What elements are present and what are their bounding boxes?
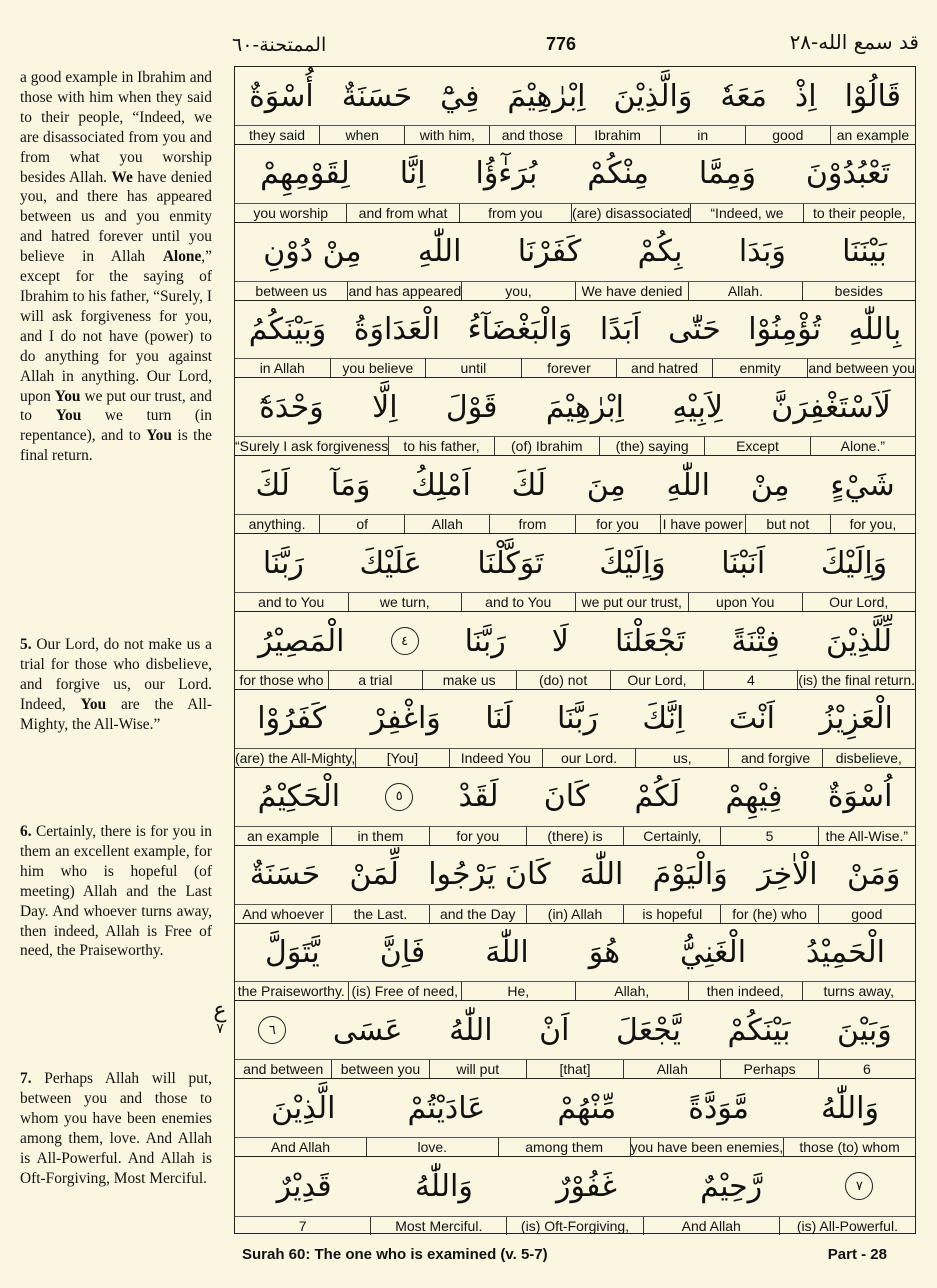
arabic-word: رَّحِيْمٌ [700, 1168, 763, 1204]
arabic-word: لَقَدْ [458, 779, 499, 815]
translation-line [235, 670, 915, 689]
footer-surah: Surah 60: The one who is examined (v. 5-7) [242, 1246, 548, 1263]
translation-paragraph-4: a good example in Ibrahim and those with him when they said to their people, “Indeed, we are disassociated from you and from what you worship besides Allah. We have denied you, and there has appeared between us and you enmity and hatred forever until you believe in Allah Alone,” except for the saying of Ibrahim to his father, “Surely, I will ask forgiveness for you, and I do not have (power) to do anything for you against Allah in anything. Our Lord, upon You we put our trust, and to You we turn (in repentance), and to You is the final return. [20, 69, 212, 465]
arabic-word: اَنْ [539, 1012, 570, 1048]
word-translation: from you [459, 204, 571, 222]
grid-row [235, 1157, 915, 1235]
word-translation: 4 [703, 671, 797, 689]
word-translation: in them [331, 827, 428, 845]
word-translation: those (to) whom [783, 1138, 915, 1156]
arabic-word: تَجْعَلْنَا [614, 623, 686, 659]
arabic-word: قَدِيْرٌ [276, 1168, 332, 1204]
arabic-line [235, 534, 915, 592]
word-translation: anything. [248, 516, 306, 533]
word-translation: a trial [328, 671, 422, 689]
arabic-word: الَّذِيْنَ [271, 1090, 336, 1126]
word-translation: (in) Allah [526, 905, 623, 923]
arabic-word: اَنْتَ [728, 701, 775, 737]
arabic-word: حَسَنَةٌ [249, 857, 321, 893]
arabic-word: الْعَدَاوَةُ [353, 312, 441, 348]
arabic-word: غَفُوْرٌ [556, 1168, 617, 1204]
word-translation: the Praiseworthy. [237, 983, 345, 1000]
word-translation: (of) Ibrahim [494, 437, 599, 455]
arabic-word: لَا [551, 623, 569, 659]
arabic-word: وَاِلَيْكَ [820, 545, 888, 581]
arabic-word: بِكُمْ [637, 234, 683, 270]
word-translation: the All-Wise.” [818, 827, 915, 845]
arabic-line [235, 145, 915, 203]
word-translation: for you, [830, 515, 915, 533]
translation-line [235, 514, 915, 533]
arabic-word: اللّٰهِ [666, 467, 710, 503]
word-translation: will put [429, 1060, 526, 1078]
arabic-line [235, 456, 915, 514]
arabic-word: أُسْوَةٌ [249, 78, 314, 114]
word-translation: 5 [720, 827, 817, 845]
word-translation: (there) is [526, 827, 623, 845]
arabic-word: هُوَ [588, 935, 621, 971]
arabic-word: اَمْلِكُ [411, 467, 471, 503]
arabic-word: قَوْلَ [445, 389, 498, 425]
arabic-word: اِذْ [794, 78, 817, 114]
word-translation: and from what [346, 204, 458, 222]
arabic-word: الْعَزِيْزُ [819, 701, 893, 737]
arabic-word: عَلَيْكَ [359, 545, 422, 581]
arabic-word: اَنَبْنَا [721, 545, 766, 581]
arabic-word: لَكَ [255, 467, 290, 503]
grid-row [235, 690, 915, 768]
arabic-word: كَانَ [543, 779, 590, 815]
word-translation: an example [246, 827, 320, 844]
word-translation: (is) Free of need, [348, 982, 462, 1000]
arabic-word: اِنَّكَ [642, 701, 685, 737]
arabic-word: وَبَيْنَ [837, 1012, 892, 1048]
word-translation: and has appeared [348, 282, 462, 299]
arabic-word: يَّتَوَلَّ [265, 935, 320, 971]
arabic-word: اللّٰهُ [449, 1012, 493, 1048]
word-translation: forever [521, 359, 617, 377]
verse-number-marker: ٤ [391, 627, 419, 655]
word-translation: and the Day [429, 905, 526, 923]
word-translation: for you [575, 515, 660, 533]
translation-line [235, 358, 915, 377]
juz-header: قد سمع الله-٢٨ [789, 30, 919, 54]
arabic-word: الْمَصِيْرُ [258, 623, 345, 659]
translation-line [235, 748, 915, 767]
grid-row [235, 1079, 915, 1157]
arabic-word: الْحَمِيْدُ [806, 935, 886, 971]
word-translation: (is) All-Powerful. [779, 1217, 915, 1235]
arabic-word: وَاللّٰهُ [414, 1168, 473, 1204]
word-translation: (is) the final return. [798, 671, 915, 688]
word-translation: turns away, [802, 982, 916, 1000]
arabic-word: وَمَآ [330, 467, 371, 503]
word-translation: Indeed You [449, 749, 542, 767]
arabic-word: اللّٰهَ [485, 935, 529, 971]
word-translation: for those who [239, 671, 324, 688]
word-translation: And Allah [643, 1217, 779, 1235]
word-translation: and between [243, 1061, 324, 1078]
word-translation: 6 [818, 1060, 915, 1078]
arabic-word: لَكَ [511, 467, 546, 503]
word-translation: 7 [298, 1217, 307, 1234]
arabic-word: فَاِنَّ [379, 935, 426, 971]
arabic-word: رَبَّنَا [262, 545, 304, 581]
grid-row [235, 846, 915, 924]
word-translation: and to You [258, 594, 325, 611]
arabic-word: وَالَّذِيْنَ [613, 78, 693, 114]
arabic-word: اِنَّا [399, 156, 426, 192]
verse-number-marker: ٦ [258, 1016, 286, 1044]
arabic-line [235, 67, 915, 125]
arabic-word: لَنَا [485, 701, 513, 737]
arabic-line [235, 1079, 915, 1137]
word-translation: the Last. [331, 905, 428, 923]
translation-line [235, 981, 915, 1000]
arabic-word: مِّنْهُمْ [557, 1090, 617, 1126]
grid-row [235, 378, 915, 456]
word-translation: an example [830, 126, 915, 144]
arabic-word: فِيْٓ [440, 78, 480, 114]
word-translation: love. [366, 1138, 498, 1156]
arabic-word: بَيْنَكُمْ [727, 1012, 791, 1048]
arabic-word: مَعَهٗ [720, 78, 767, 114]
arabic-word: تُؤْمِنُوْا [748, 312, 822, 348]
word-translation: (is) Oft-Forgiving, [506, 1217, 642, 1235]
word-translation: (are) the All-Mighty, [234, 749, 356, 766]
arabic-word: حَسَنَةٌ [341, 78, 413, 114]
word-translation: between you [331, 1060, 428, 1078]
arabic-word: شَيْءٍ [830, 467, 895, 503]
arabic-word: وَالْبَغْضَآءُ [467, 312, 573, 348]
word-translation: make us [422, 671, 516, 689]
translation-paragraph-5: 5. Our Lord, do not make us a trial for those who disbelieve, and forgive us, our Lord. Indeed, You are the All-Mighty, the All-Wise.” [20, 636, 212, 733]
word-translation: besides [802, 282, 915, 300]
arabic-line [235, 846, 915, 904]
ruku-marker: ع ٧ [213, 998, 227, 1037]
word-translation: you have been enemies, [630, 1139, 784, 1156]
arabic-word: اللّٰهَ [579, 857, 624, 893]
word-translation: Our Lord, [610, 671, 704, 689]
word-translation: “Surely I ask forgiveness [234, 438, 389, 455]
arabic-line [235, 768, 915, 826]
word-translation: between us [255, 282, 328, 299]
word-translation: And Allah [270, 1139, 331, 1156]
arabic-word: يَّجْعَلَ [616, 1012, 681, 1048]
word-translation: Perhaps [720, 1060, 817, 1078]
translation-line [235, 1216, 915, 1235]
translation-line [235, 125, 915, 144]
arabic-word: اللّٰهِ [417, 234, 462, 270]
arabic-word: بَيْنَنَا [842, 234, 887, 270]
word-translation: you, [461, 282, 574, 300]
translation-paragraph-7: 7. Perhaps Allah will put, between you and those to whom you have been enemies among them, love. And Allah is All-Powerful. And Allah is Oft-Forgiving, Most Merciful. [20, 1070, 212, 1187]
word-translation: Alone.” [810, 437, 915, 455]
arabic-word: مِنْ [750, 467, 790, 503]
arabic-word: كَفَرُوْا [257, 701, 327, 737]
arabic-word: مَّوَدَّةً [688, 1090, 749, 1126]
arabic-word: قَالُوْا [844, 78, 902, 114]
word-translation: and those [489, 126, 574, 144]
arabic-word: وَحْدَهٗٓ [259, 389, 324, 425]
arabic-word: عَسَى [332, 1012, 403, 1048]
arabic-word: اِلَّا [372, 389, 398, 425]
grid-row [235, 456, 915, 534]
word-translation: we turn, [348, 593, 462, 611]
word-translation: (are) disassociated [572, 204, 691, 221]
arabic-word: اِبْرٰهِيْمَ [545, 389, 624, 425]
arabic-line [235, 223, 915, 281]
arabic-word: تَعْبُدُوْنَ [805, 156, 891, 192]
grid-row [235, 534, 915, 612]
word-translation: And whoever [242, 905, 325, 922]
word-translation: good [745, 126, 830, 144]
word-translation: [that] [526, 1060, 623, 1078]
arabic-word: وَاِلَيْكَ [599, 545, 666, 581]
arabic-word: وَمَنْ [846, 857, 901, 893]
word-translation: Allah, [575, 982, 689, 1000]
arabic-word: لَكُمْ [634, 779, 681, 815]
arabic-line [235, 1157, 915, 1215]
arabic-word: الْحَكِيْمُ [257, 779, 341, 815]
translation-line [235, 281, 915, 300]
arabic-word: مِنْ دُوْنِ [263, 234, 362, 270]
arabic-word: فِيْهِمْ [725, 779, 783, 815]
word-translation: Allah [623, 1060, 720, 1078]
grid-row [235, 924, 915, 1002]
arabic-word: اُسْوَةٌ [827, 779, 893, 815]
word-translation: enmity [712, 359, 808, 377]
word-translation: Allah [404, 515, 489, 533]
word-translation: you believe [330, 359, 426, 377]
arabic-word: لِّمَنْ [349, 857, 399, 893]
arabic-word: مِنْكُمْ [587, 156, 649, 192]
arabic-word: رَبَّنَا [464, 623, 506, 659]
word-translation: in [660, 126, 745, 144]
verse-number-marker: ٧ [845, 1172, 873, 1200]
arabic-word: اِبْرٰهِيْمَ [507, 78, 586, 114]
arabic-word: كَانَ يَرْجُوا [428, 857, 551, 893]
word-translation: until [425, 359, 521, 377]
word-translation: disbelieve, [822, 749, 915, 767]
footer-part: Part - 28 [827, 1246, 887, 1263]
word-translation: among them [498, 1138, 630, 1156]
arabic-word: الْاٰخِرَ [757, 857, 818, 893]
word-translation: to their people, [803, 204, 915, 222]
word-translation: Allah. [688, 282, 801, 300]
translation-paragraph-6: 6. Certainly, there is for you in them an excellent example, for him who is hopeful (of meeting) Allah and the Last Day. And whoever turns away, then indeed, Allah is Free of need, the Praiseworthy. [20, 823, 212, 960]
arabic-line [235, 301, 915, 359]
translation-line [235, 436, 915, 455]
translation-line [235, 1059, 915, 1078]
word-translation: Our Lord, [802, 593, 916, 611]
word-translation: He, [461, 982, 575, 1000]
word-translation: Except [704, 437, 809, 455]
word-translation: we put our trust, [575, 593, 689, 611]
arabic-word: بُرَءٰٓؤُا [475, 156, 538, 192]
grid-row [235, 223, 915, 301]
word-translation: they said [249, 126, 306, 143]
translation-line [235, 904, 915, 923]
word-translation: (the) saying [599, 437, 704, 455]
word-translation: with him, [404, 126, 489, 144]
translation-line [235, 1137, 915, 1156]
word-translation: from [489, 515, 574, 533]
word-translation: us, [635, 749, 728, 767]
word-translation: to his father, [388, 437, 493, 455]
arabic-word: بِاللّٰهِ [848, 312, 902, 348]
arabic-word: رَبَّنَا [556, 701, 598, 737]
arabic-word: لِاَبِيْهِ [672, 389, 723, 425]
grid-row [235, 301, 915, 379]
arabic-line [235, 924, 915, 982]
word-translation: when [319, 126, 404, 144]
word-translation: in Allah [259, 360, 305, 377]
word-translation: I have power [660, 515, 745, 533]
translation-line [235, 592, 915, 611]
word-translation: good [818, 905, 915, 923]
word-translation: for (he) who [720, 905, 817, 923]
arabic-word: اَبَدًا [599, 312, 641, 348]
grid-row [235, 145, 915, 223]
word-translation: and forgive [728, 749, 821, 767]
arabic-word: وَبَيْنَكُمُ [248, 312, 327, 348]
word-translation: and between you [808, 360, 915, 377]
word-translation: [You] [355, 749, 448, 767]
word-translation: Most Merciful. [370, 1217, 506, 1235]
translation-line [235, 203, 915, 222]
word-translation: upon You [688, 593, 802, 611]
translation-line [235, 826, 915, 845]
page-header [0, 0, 937, 64]
arabic-word: مِنَ [586, 467, 626, 503]
word-translation: then indeed, [688, 982, 802, 1000]
arabic-line [235, 690, 915, 748]
arabic-word: حَتّٰى [668, 312, 721, 348]
word-by-word-grid [234, 66, 916, 1234]
grid-row [235, 67, 915, 145]
arabic-word: وَالْيَوْمَ [652, 857, 728, 893]
arabic-word: تَوَكَّلْنَا [477, 545, 544, 581]
arabic-word: عَادَيْتُمْ [407, 1090, 486, 1126]
word-translation: and hatred [616, 359, 712, 377]
arabic-word: فِتْنَةً [731, 623, 780, 659]
word-translation: you worship [253, 204, 329, 221]
word-translation: is hopeful [623, 905, 720, 923]
grid-row [235, 612, 915, 690]
word-translation: We have denied [575, 282, 688, 300]
grid-row [235, 768, 915, 846]
arabic-word: وَبَدَا [738, 234, 786, 270]
word-translation: “Indeed, we [690, 204, 802, 222]
arabic-word: لِقَوْمِهِمْ [260, 156, 350, 192]
grid-row [235, 1001, 915, 1079]
arabic-word: وَمِمَّا [698, 156, 756, 192]
arabic-line [235, 612, 915, 670]
arabic-line [235, 1001, 915, 1059]
verse-number-marker: ٥ [385, 783, 413, 811]
arabic-line [235, 378, 915, 436]
word-translation: and to You [461, 593, 575, 611]
arabic-word: كَفَرْنَا [517, 234, 582, 270]
word-translation: Ibrahim [575, 126, 660, 144]
word-translation: for you [429, 827, 526, 845]
arabic-word: لَاَسْتَغْفِرَنَّ [771, 389, 891, 425]
arabic-word: الْغَنِيُّ [680, 935, 747, 971]
word-translation: Certainly, [623, 827, 720, 845]
arabic-word: وَاللّٰهُ [821, 1090, 879, 1126]
surah-header: الممتحنة-٦٠ [232, 34, 327, 56]
word-translation: of [319, 515, 404, 533]
word-translation: (do) not [516, 671, 610, 689]
arabic-word: لِّلَّذِيْنَ [825, 623, 892, 659]
page-number: 776 [546, 34, 577, 54]
word-translation: but not [745, 515, 830, 533]
word-translation: our Lord. [542, 749, 635, 767]
arabic-word: وَاغْفِرْ [370, 701, 441, 737]
